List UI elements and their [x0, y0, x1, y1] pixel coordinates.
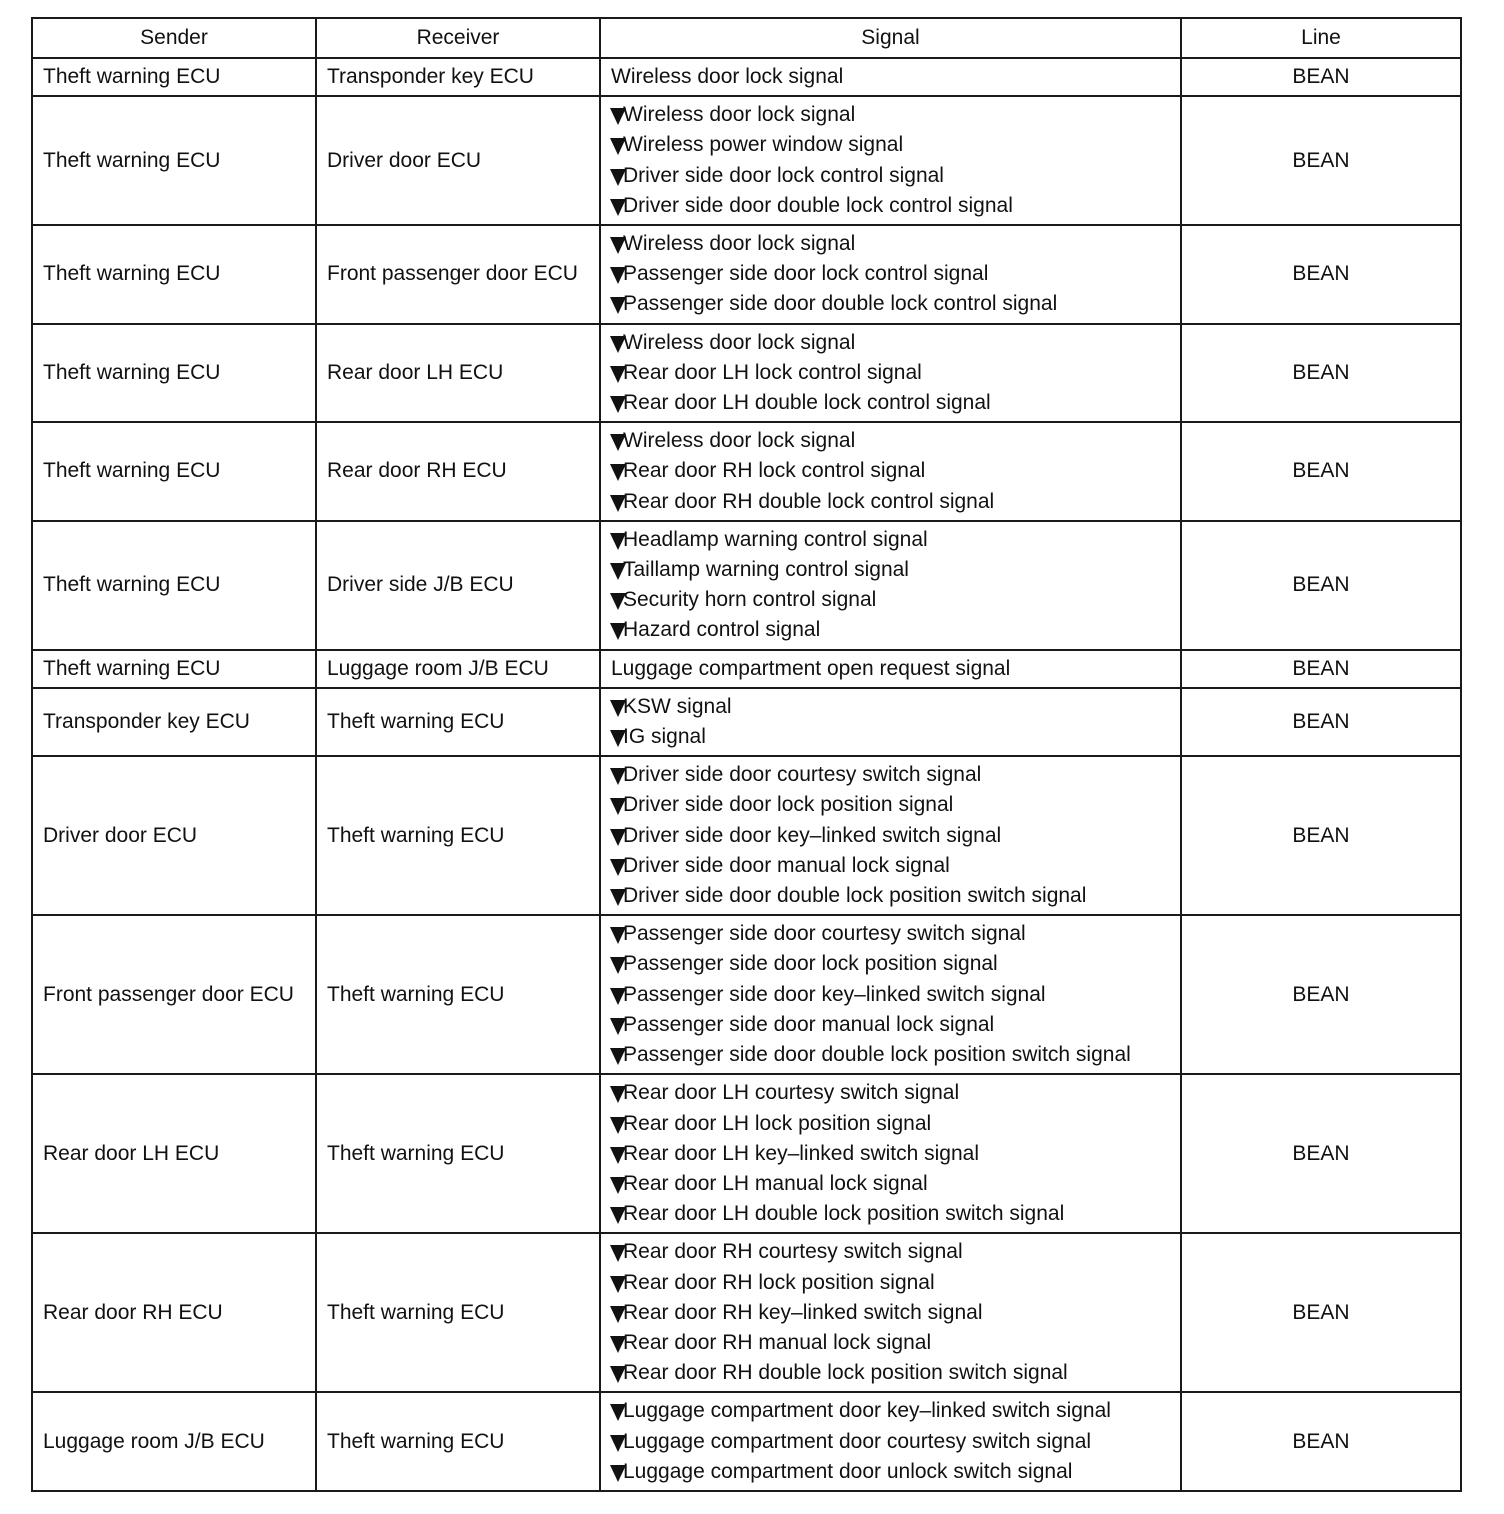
signal-list — [611, 760, 1170, 911]
signal-cell — [600, 756, 1181, 915]
signal-text: Rear door RH lock control signal — [623, 459, 926, 483]
signal-cell — [600, 225, 1181, 324]
downward-triangle-icon — [610, 1177, 626, 1194]
signal-cell — [600, 324, 1181, 423]
signal-table-sheet — [31, 17, 1460, 1492]
signal-text: Passenger side door double lock position switch signal — [623, 1043, 1131, 1067]
downward-triangle-icon — [610, 1306, 626, 1323]
signal-text: Driver side door courtesy switch signal — [623, 763, 982, 787]
table-row — [32, 915, 1461, 1074]
signal-text: Hazard control signal — [623, 618, 821, 642]
downward-triangle-icon — [610, 1336, 626, 1353]
signal-text: Luggage compartment door unlock switch signal — [623, 1459, 1073, 1483]
line-cell: BEAN — [1181, 225, 1461, 324]
signal-list-item — [611, 980, 1170, 1010]
receiver-cell: Rear door RH ECU — [316, 422, 600, 521]
signal-list-item — [611, 259, 1170, 289]
receiver-cell: Theft warning ECU — [316, 1392, 600, 1491]
table-row — [32, 225, 1461, 324]
line-cell: BEAN — [1181, 422, 1461, 521]
signal-list-item — [611, 456, 1170, 486]
signal-text: Rear door RH double lock control signal — [623, 489, 995, 513]
signal-text: Passenger side door lock control signal — [623, 262, 989, 286]
signal-text: Wireless door lock signal — [611, 65, 844, 88]
downward-triangle-icon — [610, 138, 626, 155]
signal-list-item — [611, 760, 1170, 790]
signal-list-item — [611, 388, 1170, 418]
downward-triangle-icon — [610, 434, 626, 451]
table-body — [32, 58, 1461, 1491]
sender-cell: Theft warning ECU — [32, 422, 316, 521]
signal-list-item — [611, 881, 1170, 911]
signal-cell — [600, 1392, 1181, 1491]
receiver-cell: Driver side J/B ECU — [316, 521, 600, 650]
signal-list-item — [611, 790, 1170, 820]
receiver-cell: Theft warning ECU — [316, 1074, 600, 1233]
table-row — [32, 324, 1461, 423]
table-row — [32, 1392, 1461, 1491]
signal-text: Driver side door double lock position switch signal — [623, 884, 1087, 908]
sender-cell: Rear door RH ECU — [32, 1233, 316, 1392]
signal-text: Rear door RH courtesy switch signal — [623, 1240, 963, 1264]
downward-triangle-icon — [610, 169, 626, 186]
signal-text: Rear door LH lock control signal — [623, 360, 922, 384]
signal-text: Security horn control signal — [623, 588, 877, 612]
sender-cell: Theft warning ECU — [32, 324, 316, 423]
signal-list-item — [611, 1078, 1170, 1108]
downward-triangle-icon — [610, 495, 626, 512]
downward-triangle-icon — [610, 1086, 626, 1103]
line-cell: BEAN — [1181, 521, 1461, 650]
sender-cell: Theft warning ECU — [32, 521, 316, 650]
sender-cell: Theft warning ECU — [32, 96, 316, 225]
receiver-cell: Driver door ECU — [316, 96, 600, 225]
downward-triangle-icon — [610, 927, 626, 944]
signal-cell — [600, 96, 1181, 225]
signal-text: Rear door RH manual lock signal — [623, 1330, 932, 1354]
signal-list — [611, 229, 1170, 320]
receiver-cell: Theft warning ECU — [316, 688, 600, 756]
signal-list-item — [611, 1139, 1170, 1169]
signal-list-item — [611, 100, 1170, 130]
signal-text: KSW signal — [623, 694, 732, 718]
signal-list-item — [611, 161, 1170, 191]
downward-triangle-icon — [610, 1117, 626, 1134]
column-header-receiver: Receiver — [316, 18, 600, 58]
signal-list-item — [611, 722, 1170, 752]
signal-list — [611, 426, 1170, 517]
signal-list-item — [611, 358, 1170, 388]
downward-triangle-icon — [610, 297, 626, 314]
downward-triangle-icon — [610, 768, 626, 785]
signal-list-item — [611, 1268, 1170, 1298]
signal-list-item — [611, 487, 1170, 517]
downward-triangle-icon — [610, 237, 626, 254]
signal-text: Wireless door lock signal — [623, 103, 856, 127]
downward-triangle-icon — [610, 1207, 626, 1224]
signal-text: Rear door RH lock position signal — [623, 1270, 935, 1294]
signal-list-item — [611, 1358, 1170, 1388]
column-header-sender: Sender — [32, 18, 316, 58]
signal-list-item — [611, 328, 1170, 358]
line-cell: BEAN — [1181, 1074, 1461, 1233]
signal-list-item — [611, 1298, 1170, 1328]
signal-text: Driver side door lock position signal — [623, 793, 954, 817]
signal-list-item — [611, 1237, 1170, 1267]
signal-text: Rear door LH key–linked switch signal — [623, 1141, 980, 1165]
signal-list-item — [611, 1199, 1170, 1229]
signal-cell — [600, 915, 1181, 1074]
signal-list — [611, 525, 1170, 646]
sender-cell: Theft warning ECU — [32, 225, 316, 324]
line-cell: BEAN — [1181, 1392, 1461, 1491]
receiver-cell: Front passenger door ECU — [316, 225, 600, 324]
downward-triangle-icon — [610, 1276, 626, 1293]
signal-list-item — [611, 1328, 1170, 1358]
signal-text: Headlamp warning control signal — [623, 527, 928, 551]
signal-list-item — [611, 692, 1170, 722]
line-cell: BEAN — [1181, 96, 1461, 225]
downward-triangle-icon — [610, 1404, 626, 1421]
signal-list-item — [611, 1010, 1170, 1040]
line-cell: BEAN — [1181, 58, 1461, 96]
line-cell: BEAN — [1181, 1233, 1461, 1392]
downward-triangle-icon — [610, 1465, 626, 1482]
signal-text: Rear door RH key–linked switch signal — [623, 1300, 983, 1324]
downward-triangle-icon — [610, 730, 626, 747]
signal-list — [611, 919, 1170, 1070]
communication-signal-table — [31, 17, 1462, 1492]
downward-triangle-icon — [610, 366, 626, 383]
downward-triangle-icon — [610, 1435, 626, 1452]
signal-list-item — [611, 426, 1170, 456]
downward-triangle-icon — [610, 1018, 626, 1035]
signal-list — [611, 692, 1170, 752]
signal-list-item — [611, 1396, 1170, 1426]
signal-text: Driver side door lock control signal — [623, 163, 944, 187]
downward-triangle-icon — [610, 988, 626, 1005]
line-cell: BEAN — [1181, 688, 1461, 756]
downward-triangle-icon — [610, 267, 626, 284]
signal-list-item — [611, 949, 1170, 979]
sender-cell: Luggage room J/B ECU — [32, 1392, 316, 1491]
signal-text: IG signal — [623, 725, 706, 749]
receiver-cell: Luggage room J/B ECU — [316, 650, 600, 688]
signal-list-item — [611, 1109, 1170, 1139]
signal-cell — [600, 422, 1181, 521]
signal-list-item — [611, 919, 1170, 949]
downward-triangle-icon — [610, 859, 626, 876]
table-row — [32, 1233, 1461, 1392]
downward-triangle-icon — [610, 199, 626, 216]
signal-text: Passenger side door courtesy switch signal — [623, 922, 1026, 946]
downward-triangle-icon — [610, 563, 626, 580]
table-row — [32, 756, 1461, 915]
table-row — [32, 58, 1461, 96]
sender-cell: Theft warning ECU — [32, 58, 316, 96]
signal-text: Luggage compartment open request signal — [611, 656, 1011, 680]
signal-cell — [600, 58, 1181, 96]
signal-list-item — [611, 1040, 1170, 1070]
downward-triangle-icon — [610, 798, 626, 815]
table-row — [32, 96, 1461, 225]
signal-text: Passenger side door double lock control signal — [623, 292, 1058, 316]
signal-cell — [600, 688, 1181, 756]
signal-list-item — [611, 229, 1170, 259]
line-cell: BEAN — [1181, 324, 1461, 423]
sender-cell: Rear door LH ECU — [32, 1074, 316, 1233]
signal-list-item — [611, 615, 1170, 645]
downward-triangle-icon — [610, 1245, 626, 1262]
signal-list-item — [611, 555, 1170, 585]
downward-triangle-icon — [610, 533, 626, 550]
signal-text: Luggage compartment door courtesy switch signal — [623, 1429, 1092, 1453]
sender-cell: Transponder key ECU — [32, 688, 316, 756]
signal-text: Rear door LH double lock control signal — [623, 391, 991, 415]
sender-cell: Driver door ECU — [32, 756, 316, 915]
signal-text: Passenger side door manual lock signal — [623, 1012, 995, 1036]
signal-cell — [600, 650, 1181, 688]
signal-text: Driver side door key–linked switch signal — [623, 823, 1002, 847]
signal-list — [611, 1237, 1170, 1388]
downward-triangle-icon — [610, 829, 626, 846]
signal-text: Rear door LH courtesy switch signal — [623, 1081, 960, 1105]
line-cell: BEAN — [1181, 756, 1461, 915]
signal-list-item — [611, 289, 1170, 319]
line-cell: BEAN — [1181, 650, 1461, 688]
sender-cell: Front passenger door ECU — [32, 915, 316, 1074]
signal-cell — [600, 1074, 1181, 1233]
signal-list — [611, 1078, 1170, 1229]
signal-text: Rear door RH double lock position switch signal — [623, 1361, 1068, 1385]
signal-list-item — [611, 585, 1170, 615]
receiver-cell: Theft warning ECU — [316, 915, 600, 1074]
downward-triangle-icon — [610, 336, 626, 353]
signal-text: Wireless door lock signal — [623, 232, 856, 256]
signal-list-item — [611, 1457, 1170, 1487]
signal-list-item — [611, 525, 1170, 555]
table-row — [32, 1074, 1461, 1233]
receiver-cell: Rear door LH ECU — [316, 324, 600, 423]
signal-list — [611, 328, 1170, 419]
sender-cell: Theft warning ECU — [32, 650, 316, 688]
receiver-cell: Transponder key ECU — [316, 58, 600, 96]
downward-triangle-icon — [610, 464, 626, 481]
table-row — [32, 688, 1461, 756]
signal-list — [611, 100, 1170, 221]
signal-text: Passenger side door lock position signal — [623, 952, 998, 976]
downward-triangle-icon — [610, 623, 626, 640]
column-header-line: Line — [1181, 18, 1461, 58]
downward-triangle-icon — [610, 700, 626, 717]
downward-triangle-icon — [610, 1366, 626, 1383]
signal-list-item — [611, 1427, 1170, 1457]
receiver-cell: Theft warning ECU — [316, 1233, 600, 1392]
downward-triangle-icon — [610, 1048, 626, 1065]
downward-triangle-icon — [610, 593, 626, 610]
signal-list-item — [611, 130, 1170, 160]
signal-text: Driver side door double lock control signal — [623, 193, 1013, 217]
downward-triangle-icon — [610, 108, 626, 125]
table-row — [32, 422, 1461, 521]
signal-text: Driver side door manual lock signal — [623, 853, 950, 877]
table-row — [32, 521, 1461, 650]
signal-text: Wireless power window signal — [623, 133, 904, 157]
receiver-cell: Theft warning ECU — [316, 756, 600, 915]
table-row — [32, 650, 1461, 688]
signal-text: Rear door LH lock position signal — [623, 1111, 932, 1135]
column-header-signal: Signal — [600, 18, 1181, 58]
table-header-row — [32, 18, 1461, 58]
downward-triangle-icon — [610, 957, 626, 974]
signal-list-item — [611, 851, 1170, 881]
signal-list-item — [611, 1169, 1170, 1199]
signal-text: Taillamp warning control signal — [623, 558, 909, 582]
signal-text: Wireless door lock signal — [623, 330, 856, 354]
signal-text: Rear door LH manual lock signal — [623, 1171, 928, 1195]
downward-triangle-icon — [610, 396, 626, 413]
line-cell: BEAN — [1181, 915, 1461, 1074]
signal-text: Wireless door lock signal — [623, 429, 856, 453]
downward-triangle-icon — [610, 889, 626, 906]
signal-list-item — [611, 821, 1170, 851]
signal-cell — [600, 1233, 1181, 1392]
signal-list — [611, 1396, 1170, 1487]
downward-triangle-icon — [610, 1147, 626, 1164]
signal-list-item — [611, 191, 1170, 221]
signal-text: Luggage compartment door key–linked switch signal — [623, 1399, 1111, 1423]
signal-cell — [600, 521, 1181, 650]
signal-text: Rear door LH double lock position switch signal — [623, 1202, 1065, 1226]
signal-text: Passenger side door key–linked switch signal — [623, 982, 1046, 1006]
